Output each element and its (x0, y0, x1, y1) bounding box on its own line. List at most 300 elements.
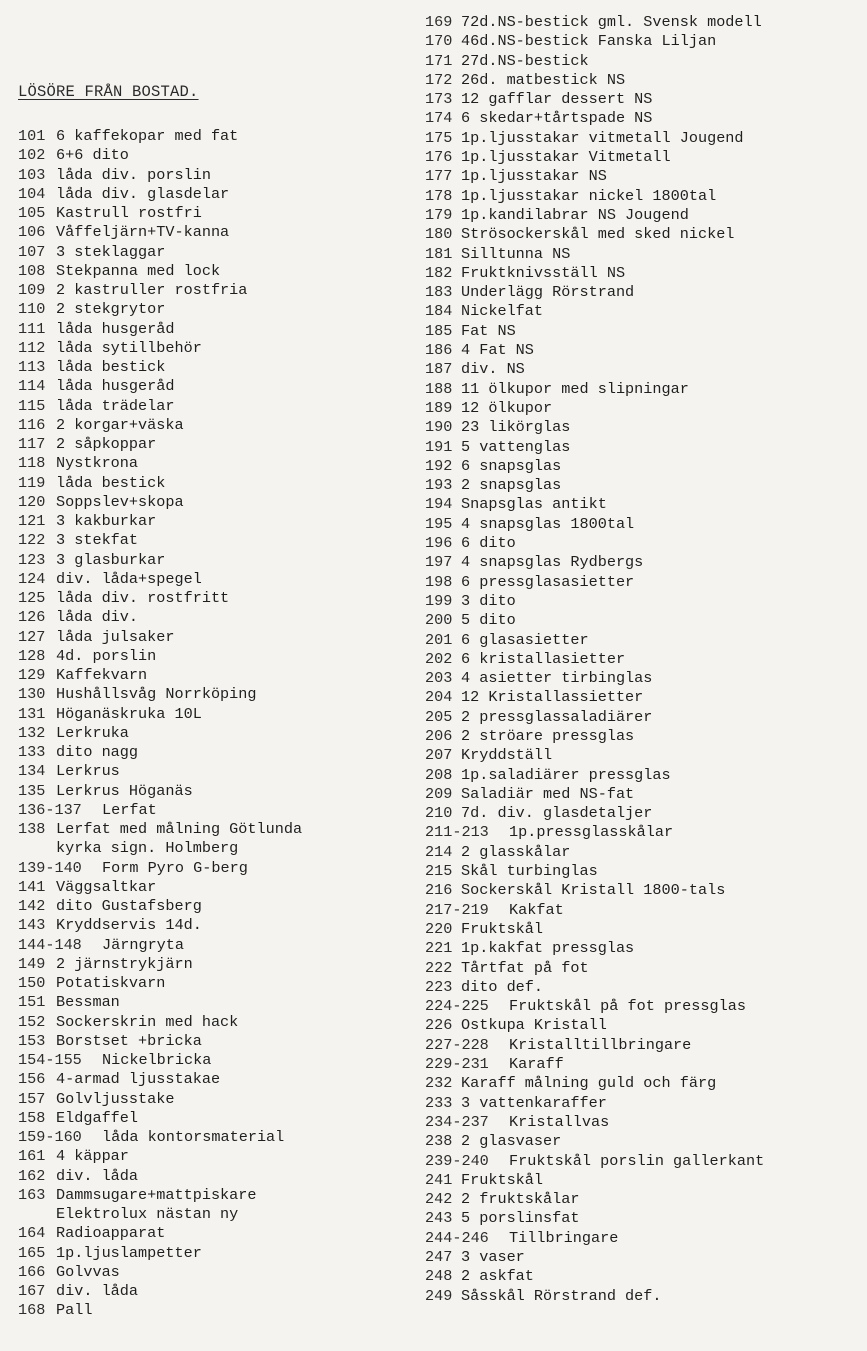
item-number: 198 (425, 572, 453, 591)
item-description: 1p.kakfat pressglas (461, 939, 635, 958)
item-description: Tillbringare (509, 1228, 619, 1247)
item-number: 180 (425, 225, 453, 244)
item-description: Strösockerskål med sked nickel (461, 225, 735, 244)
list-item (425, 225, 865, 244)
list-item (425, 90, 865, 109)
list-item (425, 1190, 865, 1209)
item-description: Radioapparat (56, 1224, 166, 1243)
list-item (425, 1287, 865, 1306)
list-item (18, 223, 418, 242)
item-description: Tårtfat på fot (461, 958, 589, 977)
item-description: kyrka sign. Holmberg (56, 839, 239, 858)
list-item (18, 1224, 418, 1243)
item-number: 125 (18, 589, 46, 607)
list-item (18, 1167, 418, 1186)
item-description: 6 kristallasietter (461, 649, 626, 668)
list-item (18, 358, 418, 377)
left-item-list (18, 127, 418, 1321)
item-description: Såsskål Rörstrand def. (461, 1286, 662, 1305)
item-number: 186 (425, 341, 453, 360)
item-description: dito def. (461, 977, 544, 996)
item-description: 2 ströare pressglas (461, 726, 635, 745)
item-number: 172 (425, 70, 453, 89)
item-number: 119 (18, 473, 46, 492)
list-item (18, 685, 418, 704)
list-item (18, 1032, 418, 1051)
item-number: 184 (425, 302, 453, 321)
item-number: 132 (18, 723, 46, 742)
list-item (425, 611, 865, 630)
item-description: 12 Kristallassietter (461, 688, 644, 707)
item-number: 158 (18, 1108, 46, 1127)
item-number: 209 (425, 784, 453, 803)
item-number: 131 (18, 704, 46, 723)
list-item (18, 801, 418, 820)
list-item (18, 416, 418, 435)
item-description: 3 vattenkaraffer (461, 1093, 607, 1112)
item-number: 105 (18, 204, 46, 222)
list-item (18, 243, 418, 262)
list-item (18, 782, 418, 801)
item-number: 142 (18, 897, 46, 915)
item-description: 6 pressglasasietter (461, 572, 635, 591)
item-number: 242 (425, 1190, 453, 1209)
list-item (18, 493, 418, 512)
item-number: 128 (18, 646, 46, 665)
item-description: låda husgeråd (56, 319, 175, 338)
item-number: 248 (425, 1267, 453, 1286)
item-number: 227-228 (425, 1035, 489, 1054)
list-item (18, 878, 418, 897)
item-description: 4 asietter tirbinglas (461, 669, 653, 688)
list-item (425, 476, 865, 495)
item-number: 197 (425, 553, 453, 572)
item-number: 120 (18, 492, 46, 511)
item-description: Nystkrona (56, 454, 139, 473)
item-number: 124 (18, 569, 46, 588)
item-number: 234-237 (425, 1112, 489, 1131)
list-item (18, 339, 418, 358)
item-description: 1p.kandilabrar NS Jougend (461, 205, 689, 224)
item-description: Karaff (509, 1055, 564, 1074)
item-number: 199 (425, 591, 453, 610)
item-description: Lerkruka (56, 723, 129, 742)
item-number: 177 (425, 167, 453, 186)
item-description: Soppslev+skopa (56, 492, 184, 511)
list-item (425, 785, 865, 804)
list-item (18, 859, 418, 878)
item-number: 112 (18, 338, 46, 357)
item-number: 175 (425, 128, 453, 147)
item-number: 188 (425, 379, 453, 398)
item-description: Sockerskrin med hack (56, 1012, 239, 1031)
item-number: 217-219 (425, 900, 489, 919)
item-description: 5 vattenglas (461, 437, 571, 456)
item-number: 185 (425, 321, 453, 340)
list-item (18, 666, 418, 685)
item-description: Kastrull rostfri (56, 204, 202, 222)
item-description: 3 stekfat (56, 531, 139, 550)
item-description: låda div. porslin (56, 165, 211, 184)
list-item (425, 592, 865, 611)
item-number: 134 (18, 762, 46, 781)
list-item (18, 531, 418, 550)
item-number: 141 (18, 877, 46, 896)
list-item (425, 534, 865, 553)
list-item (425, 187, 865, 206)
item-description: Nickelfat (461, 302, 544, 321)
item-description: div. låda (56, 1282, 139, 1300)
item-number: 133 (18, 743, 46, 761)
item-description: Fruktskål på fot pressglas (509, 997, 746, 1016)
item-description: 4 snapsglas 1800tal (461, 514, 635, 533)
item-number: 150 (18, 974, 46, 992)
item-number: 138 (18, 820, 46, 838)
item-number: 192 (425, 456, 453, 475)
item-description: Fruktskål (461, 1170, 544, 1189)
item-description: 2 järnstrykjärn (56, 954, 193, 973)
list-item (18, 1244, 418, 1263)
list-item (425, 1209, 865, 1228)
item-description: 1p.ljusstakar nickel 1800tal (461, 186, 717, 205)
list-item (425, 920, 865, 939)
item-description: Höganäskruka 10L (56, 704, 202, 723)
list-item (18, 608, 418, 627)
item-number: 123 (18, 550, 46, 569)
list-item (425, 302, 865, 321)
item-description: Pall (56, 1301, 93, 1320)
list-item (425, 13, 865, 32)
list-item (425, 708, 865, 727)
item-number: 208 (425, 765, 453, 784)
item-description: 2 snapsglas (461, 476, 562, 495)
item-number: 223 (425, 977, 453, 996)
list-item (18, 397, 418, 416)
item-description: Kakfat (509, 900, 564, 919)
list-item (425, 650, 865, 669)
item-description: Våffeljärn+TV-kanna (56, 223, 230, 242)
item-description: 6 snapsglas (461, 456, 562, 475)
list-item (425, 1132, 865, 1151)
list-item (18, 320, 418, 339)
list-item (18, 300, 418, 319)
item-number: 116 (18, 415, 46, 434)
item-number: 191 (425, 437, 453, 456)
item-number: 153 (18, 1031, 46, 1050)
item-number: 215 (425, 862, 453, 881)
item-number: 144-148 (18, 935, 82, 954)
list-item (425, 1248, 865, 1267)
item-number: 211-213 (425, 823, 489, 842)
list-item (18, 262, 418, 281)
item-number: 170 (425, 32, 453, 51)
list-item (425, 727, 865, 746)
list-item (425, 495, 865, 514)
item-number: 173 (425, 90, 453, 109)
item-description: Fruktknivsställ NS (461, 263, 626, 282)
item-description: Väggsaltkar (56, 877, 157, 896)
item-description: 3 kakburkar (56, 512, 157, 530)
list-item (18, 1128, 418, 1147)
item-number: 204 (425, 688, 453, 707)
item-description: 1p.ljusstakar Vitmetall (461, 148, 671, 167)
item-number: 202 (425, 649, 453, 668)
item-description: Elektrolux nästan ny (56, 1205, 239, 1223)
item-description: dito nagg (56, 743, 139, 761)
item-number: 130 (18, 685, 46, 704)
list-item (425, 245, 865, 264)
list-item (425, 573, 865, 592)
item-number: 157 (18, 1089, 46, 1108)
item-number: 222 (425, 958, 453, 977)
item-description: Järngryta (102, 935, 185, 954)
item-number: 178 (425, 186, 453, 205)
item-description: Eldgaffel (56, 1108, 139, 1127)
item-number: 216 (425, 881, 453, 900)
list-item (425, 167, 865, 186)
list-item (425, 939, 865, 958)
item-number: 168 (18, 1301, 46, 1320)
item-description: 4 käppar (56, 1147, 129, 1166)
list-item (18, 1282, 418, 1301)
list-item (425, 264, 865, 283)
item-description: Skål turbinglas (461, 862, 598, 881)
item-description: låda div. glasdelar (56, 184, 230, 203)
item-number: 111 (18, 319, 46, 338)
item-description: 3 glasburkar (56, 550, 166, 569)
list-item (425, 881, 865, 900)
list-item (425, 804, 865, 823)
list-item (18, 1147, 418, 1166)
item-number: 118 (18, 454, 46, 473)
item-description: 2 askfat (461, 1267, 534, 1286)
item-number: 229-231 (425, 1055, 489, 1074)
item-number: 106 (18, 223, 46, 242)
item-number: 149 (18, 954, 46, 973)
item-description: 1p.pressglasskålar (509, 823, 674, 842)
item-description: låda bestick (56, 358, 166, 376)
item-description: 23 likörglas (461, 418, 571, 437)
item-description: Form Pyro G-berg (102, 858, 248, 877)
item-description: 2 fruktskålar (461, 1190, 580, 1209)
list-item (18, 955, 418, 974)
list-item (425, 997, 865, 1016)
list-item (18, 993, 418, 1012)
item-description: 3 steklaggar (56, 242, 166, 261)
item-number: 244-246 (425, 1228, 489, 1247)
list-item (18, 820, 418, 839)
item-description: 12 ölkupor (461, 398, 553, 417)
list-item (18, 1051, 418, 1070)
item-number: 207 (425, 746, 453, 765)
item-number: 129 (18, 666, 46, 684)
item-description: Fat NS (461, 321, 516, 340)
item-number: 249 (425, 1286, 453, 1305)
item-description: Borstset +bricka (56, 1031, 202, 1050)
item-description: Fruktskål porslin gallerkant (509, 1151, 765, 1170)
item-number: 181 (425, 244, 453, 263)
item-description: låda trädelar (56, 396, 175, 415)
item-number: 232 (425, 1074, 453, 1093)
item-number: 210 (425, 804, 453, 823)
item-number: 114 (18, 377, 46, 396)
list-item (18, 435, 418, 454)
item-description: låda div. rostfritt (56, 589, 230, 607)
item-number: 117 (18, 435, 46, 453)
item-description: 6+6 dito (56, 146, 129, 165)
list-item (425, 148, 865, 167)
item-description: 7d. div. glasdetaljer (461, 804, 653, 823)
item-description: 6 dito (461, 534, 516, 553)
list-item (18, 974, 418, 993)
item-description: 2 glasvaser (461, 1132, 562, 1151)
item-description: låda bestick (56, 473, 166, 492)
item-description: Hushållsvåg Norrköping (56, 685, 257, 704)
list-item (425, 129, 865, 148)
item-number: 221 (425, 939, 453, 958)
item-description: div. låda (56, 1166, 139, 1185)
item-number: 103 (18, 165, 46, 184)
item-number: 239-240 (425, 1151, 489, 1170)
list-item (425, 438, 865, 457)
list-item (425, 843, 865, 862)
item-number: 195 (425, 514, 453, 533)
list-item (18, 204, 418, 223)
item-number: 193 (425, 476, 453, 495)
item-description: 12 gafflar dessert NS (461, 90, 653, 109)
item-number: 214 (425, 842, 453, 861)
item-description: Stekpanna med lock (56, 261, 221, 280)
list-item (18, 936, 418, 955)
item-description: låda div. (56, 608, 139, 627)
item-number: 102 (18, 146, 46, 165)
item-number: 187 (425, 360, 453, 379)
item-description: 6 kaffekopar med fat (56, 127, 239, 145)
list-item (425, 862, 865, 881)
list-item (425, 52, 865, 71)
item-number: 169 (425, 13, 453, 31)
item-description: Snapsglas antikt (461, 495, 607, 514)
item-number: 121 (18, 512, 46, 530)
list-item (425, 283, 865, 302)
item-description: låda sytillbehör (56, 338, 202, 357)
item-number: 162 (18, 1166, 46, 1185)
item-description: Kaffekvarn (56, 666, 148, 684)
list-item (18, 724, 418, 743)
item-number: 127 (18, 627, 46, 646)
item-description: 26d. matbestick NS (461, 70, 626, 89)
item-description: Kristalltillbringare (509, 1035, 692, 1054)
item-description: Ostkupa Kristall (461, 1016, 607, 1035)
item-description: 72d.NS-bestick gml. Svensk modell (461, 13, 762, 31)
item-description: Dammsugare+mattpiskare (56, 1185, 257, 1204)
item-description: 27d.NS-bestick (461, 51, 589, 70)
item-number: 200 (425, 611, 453, 630)
list-item (425, 553, 865, 572)
list-item (425, 978, 865, 997)
section-heading: LÖSÖRE FRÅN BOSTAD. (18, 83, 199, 101)
item-number: 115 (18, 396, 46, 415)
item-number: 156 (18, 1070, 46, 1089)
item-description: låda husgeråd (56, 377, 175, 396)
item-description: Kristallvas (509, 1112, 610, 1131)
list-item (18, 762, 418, 781)
list-item (425, 322, 865, 341)
item-description: 3 vaser (461, 1248, 525, 1266)
list-item (425, 1055, 865, 1074)
list-item (425, 1074, 865, 1093)
list-item (425, 109, 865, 128)
item-description: Golvvas (56, 1262, 120, 1281)
item-description: div. låda+spegel (56, 569, 202, 588)
list-item (18, 1070, 418, 1089)
list-item (425, 457, 865, 476)
list-item (425, 823, 865, 842)
list-item (18, 705, 418, 724)
list-item (425, 1267, 865, 1286)
item-number: 166 (18, 1262, 46, 1281)
list-item (18, 1013, 418, 1032)
list-item (425, 380, 865, 399)
item-number: 224-225 (425, 997, 489, 1016)
item-description: 2 såpkoppar (56, 435, 157, 453)
item-number: 201 (425, 630, 453, 649)
list-item (425, 206, 865, 225)
item-number: 152 (18, 1012, 46, 1031)
item-description: Lerfat (102, 800, 157, 819)
item-number: 176 (425, 148, 453, 167)
item-number: 143 (18, 916, 46, 935)
item-description: 2 glasskålar (461, 842, 571, 861)
item-number: 190 (425, 418, 453, 437)
list-item (18, 146, 418, 165)
item-number: 164 (18, 1224, 46, 1243)
item-number: 179 (425, 205, 453, 224)
item-description: 1p.ljusstakar vitmetall Jougend (461, 128, 744, 147)
list-item (425, 746, 865, 765)
list-item (18, 1205, 418, 1224)
item-number: 151 (18, 993, 46, 1012)
list-item (18, 897, 418, 916)
list-item (18, 127, 418, 146)
list-item (425, 71, 865, 90)
item-number: 247 (425, 1248, 453, 1266)
list-item (18, 377, 418, 396)
item-description: dito Gustafsberg (56, 897, 202, 915)
item-description: låda kontorsmaterial (102, 1128, 285, 1146)
list-item (425, 688, 865, 707)
item-description: Nickelbricka (102, 1051, 212, 1069)
item-number: 203 (425, 669, 453, 688)
item-description: Lerkrus (56, 762, 120, 781)
item-number: 122 (18, 531, 46, 550)
item-number: 135 (18, 781, 46, 800)
item-number: 104 (18, 184, 46, 203)
list-item (18, 839, 418, 858)
item-description: Underlägg Rörstrand (461, 283, 635, 302)
item-description: 5 porslinsfat (461, 1209, 580, 1228)
item-number: 108 (18, 261, 46, 280)
list-item (425, 1171, 865, 1190)
item-number: 226 (425, 1016, 453, 1035)
item-number: 107 (18, 242, 46, 261)
list-item (18, 743, 418, 762)
item-number: 126 (18, 608, 46, 627)
item-description: 4 Fat NS (461, 341, 534, 360)
item-description: 1p.ljusstakar NS (461, 167, 607, 186)
item-number: 139-140 (18, 858, 82, 877)
item-number: 194 (425, 495, 453, 514)
